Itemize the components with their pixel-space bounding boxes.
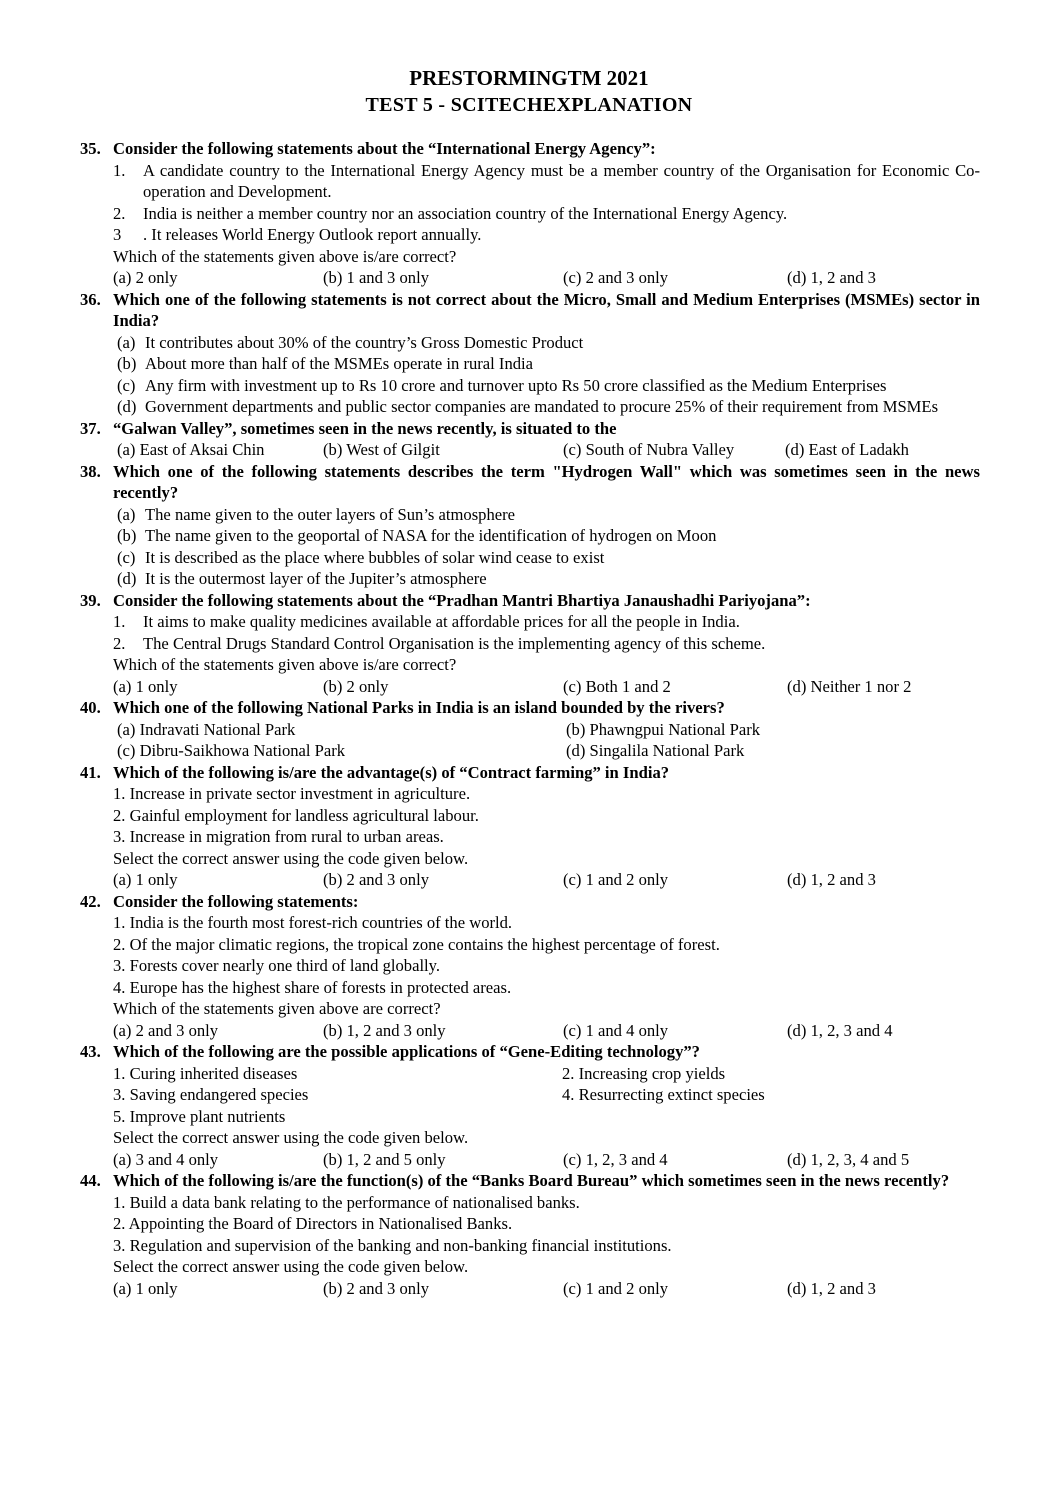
statement: 1. Build a data bank relating to the performance of nationalised banks. (113, 1192, 580, 1212)
question-prompt: Select the correct answer using the code given below. (113, 1257, 469, 1276)
option-b: (b) 1 and 3 only (323, 268, 429, 287)
answer-options (113, 267, 980, 289)
question-number: 43. (80, 1042, 101, 1061)
page-subtitle: TEST 5 - SCITECHEXPLANATION (365, 94, 693, 116)
question-35 (80, 138, 980, 289)
answer-options (113, 1020, 980, 1042)
option-c: (c) 2 and 3 only (563, 268, 669, 287)
question-list (80, 138, 980, 1299)
statement: 1. India is the fourth most forest-rich countries of the world. (113, 913, 513, 932)
answer-options (113, 676, 980, 698)
question-prompt: Which of the statements given above is/are correct? (113, 655, 457, 674)
question-stem: Which of the following is/are the function(s) of the “Banks Board Bureau” which sometimes seen in the news recently? (113, 1171, 950, 1190)
question-number: 40. (80, 698, 101, 717)
question-37 (80, 418, 980, 461)
answer-options (113, 869, 980, 891)
statement: 3. Saving endangered species (113, 1085, 309, 1104)
option-b: (b) 1, 2 and 5 only (323, 1149, 446, 1169)
option-d: (d) 1, 2 and 3 (787, 1278, 876, 1298)
statement: 3. Regulation and supervision of the banking and non-banking financial institutions. (113, 1235, 672, 1255)
option-b: (b) 1, 2 and 3 only (323, 1020, 446, 1040)
question-number: 39. (80, 590, 101, 610)
option-c: (c) Dibru-Saikhowa National Park (117, 741, 346, 760)
question-stem: “Galwan Valley”, sometimes seen in the news recently, is situated to the (113, 418, 617, 438)
answer-options-row (117, 740, 980, 762)
question-stem: Consider the following statements about the “Pradhan Mantri Bhartiya Janaushadhi Pariyojana”: (113, 590, 811, 610)
question-prompt: Which of the statements given above is/are correct? (113, 246, 457, 266)
option-a: (a) The name given to the outer layers of Sun’s atmosphere (117, 504, 516, 524)
option-d: (d) Neither 1 nor 2 (787, 676, 912, 696)
option-a: (a) Indravati National Park (117, 719, 296, 739)
question-stem: Which one of the following statements is not correct about the Micro, Small and Medium Enterprises (MSMEs) sector in India? (113, 289, 980, 330)
statement: 1. Increase in private sector investment in agriculture. (113, 784, 471, 803)
option-b: (b) About more than half of the MSMEs operate in rural India (117, 354, 534, 373)
statement: 4. Resurrecting extinct species (562, 1085, 765, 1104)
statement: 2. Of the major climatic regions, the tropical zone contains the highest percentage of forest. (113, 934, 720, 954)
statement: 2. Appointing the Board of Directors in Nationalised Banks. (113, 1214, 513, 1233)
question-41 (80, 762, 980, 891)
option-a: (a) 1 only (113, 870, 178, 889)
option-a: (a) 2 and 3 only (113, 1020, 219, 1040)
option-d: (d) East of Ladakh (785, 440, 909, 459)
question-43 (80, 1041, 980, 1170)
page-title: PRESTORMINGTM 2021 (409, 66, 649, 90)
option-c: (c) Any firm with investment up to Rs 10 crore and turnover upto Rs 50 crore classified as the Medium Enterprises (117, 375, 887, 395)
question-stem: Which one of the following National Parks in India is an island bounded by the rivers? (113, 698, 725, 717)
option-a: (a) East of Aksai Chin (117, 440, 265, 459)
statement: 2. Increasing crop yields (562, 1063, 726, 1083)
question-stem: Which one of the following statements describes the term "Hydrogen Wall" which was sometimes seen in the news recently? (113, 461, 980, 502)
option-b: (b) 2 only (323, 676, 389, 696)
option-d: (d) Government departments and public sector companies are mandated to procure 25% of their requirement from MSMEs (117, 397, 939, 416)
option-d: (d) 1, 2, 3, 4 and 5 (787, 1149, 910, 1169)
option-c: (c) It is described as the place where bubbles of solar wind cease to exist (117, 547, 605, 567)
option-b: (b) 2 and 3 only (323, 870, 429, 889)
option-a: (a) 3 and 4 only (113, 1149, 219, 1169)
option-d: (d) 1, 2, 3 and 4 (787, 1020, 893, 1040)
statement: 2. Gainful employment for landless agricultural labour. (113, 805, 479, 825)
statement: 3 . It releases World Energy Outlook report annually. (113, 225, 482, 244)
question-number: 35. (80, 139, 101, 158)
option-c: (c) South of Nubra Valley (563, 440, 735, 459)
option-b: (b) 2 and 3 only (323, 1278, 429, 1298)
option-c: (c) 1 and 2 only (563, 870, 669, 889)
question-number: 44. (80, 1171, 101, 1190)
question-prompt: Select the correct answer using the code given below. (113, 848, 469, 868)
option-a: (a) It contributes about 30% of the country’s Gross Domestic Product (117, 332, 584, 352)
question-44 (80, 1170, 980, 1299)
statement: 1. A candidate country to the International Energy Agency must be a member country of the Organisation for Economic Co-operation and Development. (113, 160, 980, 201)
option-b: (b) The name given to the geoportal of NASA for the identification of hydrogen on Moon (117, 526, 717, 545)
question-stem: Consider the following statements about the “International Energy Agency”: (113, 139, 656, 158)
option-a: (a) 1 only (113, 676, 178, 696)
question-39 (80, 590, 980, 698)
option-b: (b) West of Gilgit (323, 440, 440, 459)
option-c: (c) 1 and 2 only (563, 1278, 669, 1298)
question-number: 36. (80, 289, 101, 309)
option-a: (a) 1 only (113, 1278, 178, 1298)
statement-row (113, 1063, 980, 1085)
statement-row (113, 1084, 980, 1106)
statement: 3. Forests cover nearly one third of land globally. (113, 956, 441, 975)
answer-options (113, 1278, 980, 1300)
question-36 (80, 289, 980, 418)
question-40 (80, 697, 980, 762)
question-42 (80, 891, 980, 1042)
question-prompt: Which of the statements given above are correct? (113, 999, 441, 1018)
answer-options-row (117, 719, 980, 741)
answer-options (117, 439, 980, 461)
option-d: (d) 1, 2 and 3 (787, 870, 876, 889)
question-38 (80, 461, 980, 590)
statement: 1. Curing inherited diseases (113, 1063, 298, 1083)
question-prompt: Select the correct answer using the code given below. (113, 1128, 469, 1147)
statement: 5. Improve plant nutrients (113, 1106, 286, 1126)
statement: 2. India is neither a member country nor an association country of the International Energy Agency. (113, 203, 788, 223)
option-a: (a) 2 only (113, 268, 178, 287)
option-d: (d) Singalila National Park (566, 741, 745, 760)
option-d: (d) It is the outermost layer of the Jupiter’s atmosphere (117, 569, 487, 588)
option-b: (b) Phawngpui National Park (566, 719, 761, 739)
question-number: 37. (80, 418, 101, 438)
question-stem: Which of the following is/are the advantage(s) of “Contract farming” in India? (113, 762, 670, 782)
answer-options (113, 1149, 980, 1171)
question-number: 38. (80, 461, 101, 481)
question-stem: Which of the following are the possible applications of “Gene-Editing technology”? (113, 1042, 700, 1061)
statement: 3. Increase in migration from rural to urban areas. (113, 827, 444, 846)
statement: 1. It aims to make quality medicines available at affordable prices for all the people in India. (113, 612, 740, 631)
question-number: 42. (80, 891, 101, 911)
option-c: (c) 1 and 4 only (563, 1020, 669, 1040)
statement: 2. The Central Drugs Standard Control Organisation is the implementing agency of this scheme. (113, 633, 766, 653)
statement: 4. Europe has the highest share of forests in protected areas. (113, 977, 512, 997)
question-stem: Consider the following statements: (113, 891, 359, 911)
question-number: 41. (80, 762, 101, 782)
option-d: (d) 1, 2 and 3 (787, 268, 876, 287)
option-c: (c) Both 1 and 2 (563, 676, 671, 696)
option-c: (c) 1, 2, 3 and 4 (563, 1149, 668, 1169)
